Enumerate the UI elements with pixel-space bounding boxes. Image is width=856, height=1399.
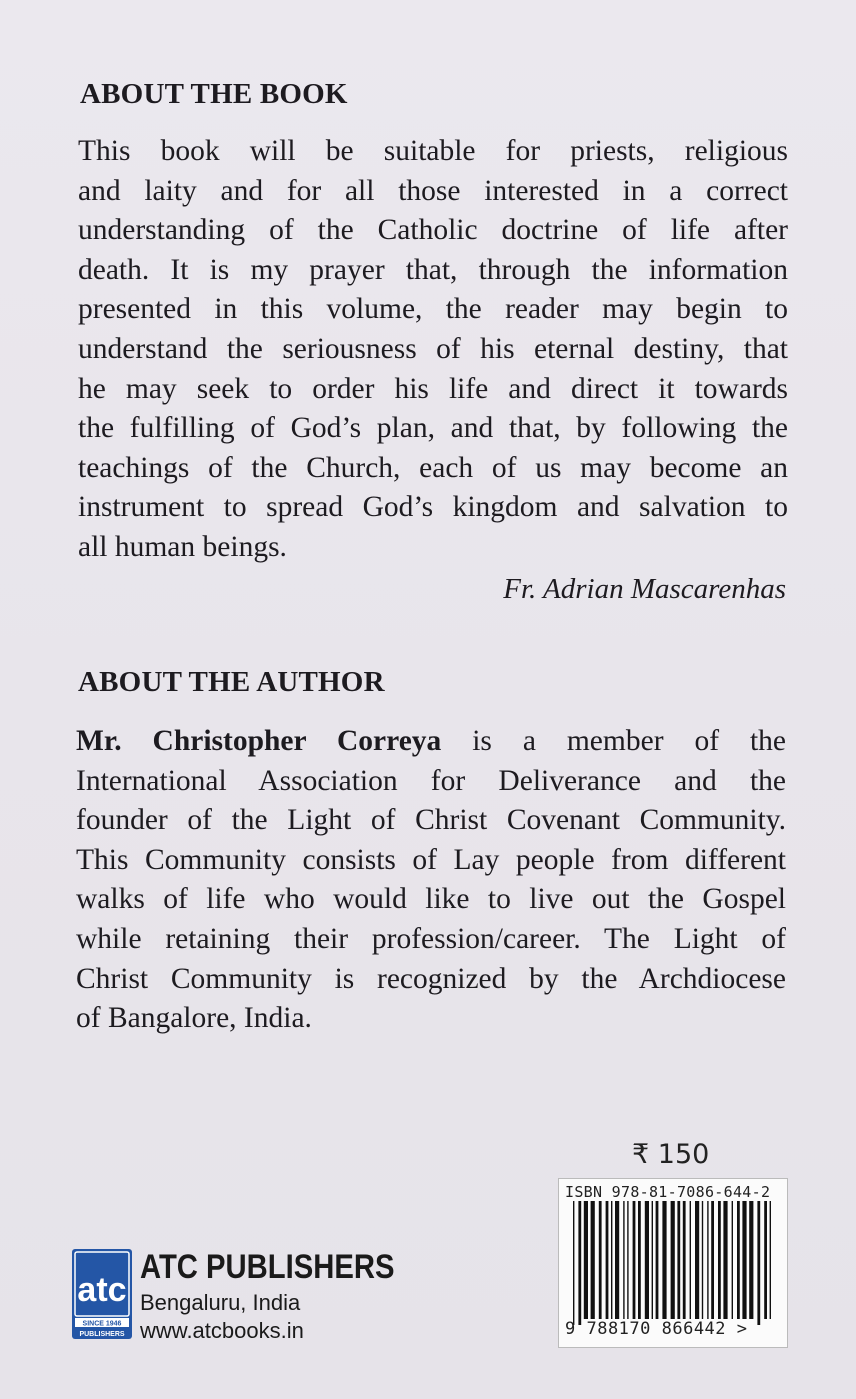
barcode-bar	[573, 1201, 574, 1325]
about-author-line: while retaining their profession/career. The Light of	[76, 922, 786, 955]
logo-word: PUBLISHERS	[79, 1331, 125, 1338]
about-book-line: all human beings.	[78, 530, 287, 563]
barcode-bar	[652, 1201, 653, 1319]
about-book-line: and laity and for all those interested in a correct	[78, 174, 788, 207]
barcode-bar	[683, 1201, 686, 1319]
about-book-line: presented in this volume, the reader may begin to	[78, 293, 788, 326]
barcode-bar	[742, 1201, 746, 1319]
about-author-text	[76, 722, 786, 1039]
author-name: Mr. Christopher Correya	[76, 725, 442, 757]
barcode-bar	[671, 1201, 675, 1319]
publisher-website[interactable]: www.atcbooks.in	[140, 1318, 304, 1343]
about-book-line: instrument to spread God’s kingdom and salvation to	[78, 491, 788, 524]
barcode-bar	[749, 1201, 753, 1319]
barcode-bar	[707, 1201, 708, 1319]
isbn-label: ISBN 978-81-7086-644-2	[565, 1183, 771, 1201]
barcode-bar	[723, 1201, 727, 1319]
barcode-bar	[702, 1201, 703, 1319]
about-book-heading: ABOUT THE BOOK	[80, 78, 348, 110]
barcode-bar	[718, 1201, 721, 1319]
about-author-heading: ABOUT THE AUTHOR	[78, 666, 385, 698]
barcode-bar	[606, 1201, 609, 1319]
barcode-bar	[591, 1201, 595, 1319]
barcode-bar	[695, 1201, 699, 1319]
barcode-digits: 9 788170 866442 >	[565, 1319, 748, 1339]
about-book-text	[78, 132, 788, 568]
price-label: ₹ 150	[632, 1139, 710, 1170]
about-author-line: Christ Community is recognized by the Archdiocese	[76, 962, 786, 995]
barcode-bar	[757, 1201, 760, 1325]
atc-logo-icon	[72, 1249, 132, 1339]
about-book-line: understanding of the Catholic doctrine of life after	[78, 214, 788, 247]
about-author-line-rest: is a member of the	[441, 725, 786, 757]
barcode-bar	[611, 1201, 612, 1319]
barcode-bar	[623, 1201, 624, 1319]
barcode-bar	[645, 1201, 649, 1319]
barcode-bar	[656, 1201, 659, 1319]
barcode-bar	[764, 1201, 767, 1319]
about-book-line: the fulfilling of God’s plan, and that, by following the	[78, 412, 788, 445]
barcode-bar	[638, 1201, 641, 1319]
barcode-bar	[584, 1201, 588, 1319]
barcode	[558, 1178, 788, 1348]
signature: Fr. Adrian Mascarenhas	[503, 573, 786, 605]
about-author-line	[76, 722, 786, 762]
barcode-bar	[732, 1201, 733, 1319]
barcode-bar	[615, 1201, 619, 1319]
barcode-bar	[578, 1201, 581, 1325]
about-author-line: walks of life who would like to live out the Gospel	[76, 883, 786, 916]
about-book-line: understand the seriousness of his eternal destiny, that	[78, 332, 788, 365]
barcode-bar	[690, 1201, 691, 1319]
publisher-name: ATC PUBLISHERS	[140, 1248, 395, 1286]
about-author-line: founder of the Light of Christ Covenant Community.	[76, 804, 786, 837]
about-author-line: of Bangalore, India.	[76, 1002, 312, 1035]
barcode-bar	[627, 1201, 628, 1319]
barcode-bar	[711, 1201, 714, 1319]
about-book-line: death. It is my prayer that, through the information	[78, 253, 788, 286]
barcode-bar	[599, 1201, 602, 1319]
barcode-bar	[677, 1201, 680, 1319]
publisher-city: Bengaluru, India	[140, 1290, 301, 1315]
logo-letters: atc	[77, 1271, 127, 1309]
barcode-bar	[770, 1201, 771, 1319]
barcode-bar	[737, 1201, 740, 1319]
about-book-line: teachings of the Church, each of us may become an	[78, 451, 788, 484]
about-author-line: This Community consists of Lay people from different	[76, 843, 786, 876]
about-book-line: This book will be suitable for priests, religious	[78, 135, 788, 167]
logo-since: SINCE 1946	[82, 1320, 122, 1328]
barcode-bar	[662, 1201, 666, 1319]
about-book-line: he may seek to order his life and direct it towards	[78, 372, 788, 405]
about-author-line: International Association for Deliverance and the	[76, 764, 786, 797]
barcode-bar	[633, 1201, 636, 1319]
